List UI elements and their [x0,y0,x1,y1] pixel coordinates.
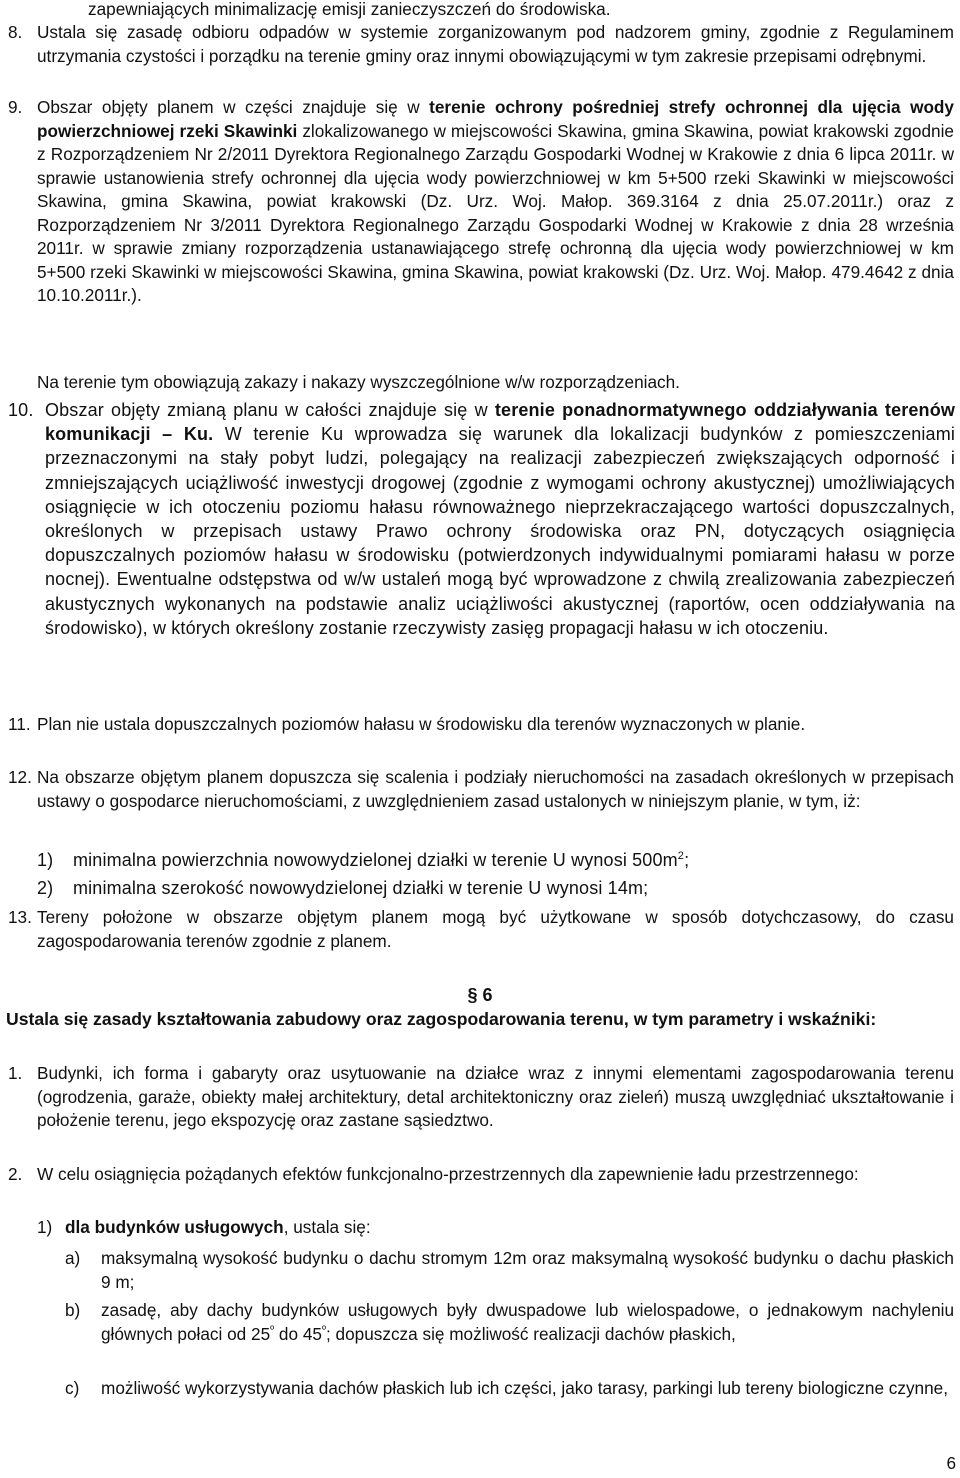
s6-item-2-a-number: a) [65,1248,81,1268]
s6-item-2-c-text: możliwość wykorzystywania dachów płaskich lub ich części, jako tarasy, parkingi lub tereny biologiczne czynne, [101,1378,949,1398]
section-mark: § 6 [467,985,493,1005]
s6-item-2-b-sup1: º [270,1323,275,1336]
item-9-text [37,96,954,308]
item-12-sub2-number: 2) [37,878,54,898]
s6-item-2-b-sup2: º [321,1323,326,1336]
item-12-sub1-main: minimalna powierzchnia nowowydzielonej działki w terenie U wynosi 500m [73,850,678,870]
item-12-sub1-text [73,848,953,872]
s6-item-2-b-text [101,1299,954,1346]
s6-item-2-text: W celu osiągnięcia pożądanych efektów funkcjonalno-przestrzennych dla zapewnienie ładu przestrzennego: [37,1164,859,1184]
s6-item-1-number: 1. [8,1063,23,1083]
item-9-note: Na terenie tym obowiązują zakazy i nakazy wyszczególnione w/w rozporządzeniach. [37,372,680,392]
item-9-bold: terenie ochrony pośredniej strefy ochronnej dla ujęcia wody powierzchniowej rzeki Skawinki [37,97,954,141]
item-11-number: 11. [8,714,31,734]
item-12-sub1-number: 1) [37,850,54,870]
item-10-text [45,398,955,640]
s6-item-2-b-post: ; dopuszcza się możliwość realizacji dachów płaskich, [325,1323,736,1344]
s6-item-2-b-number: b) [65,1300,81,1320]
item-13-text: Tereny położone w obszarze objętym planem mogą być użytkowane w sposób dotychczasowy, do czasu zagospodarowania terenów zgodnie z planem. [37,907,954,951]
s6-item-1-text: Budynki, ich forma i gabaryty oraz usytuowanie na działce wraz z innymi elementami zagospodarowania terenu (ogrodzenia, garaże, obiekty małej architektury, detal architektoniczny oraz zieleń) muszą uwzględniać ukształtowanie i położenie terenu, jego ekspozycję oraz zastane sąsiedztwo. [37,1063,954,1130]
s6-item-2-b-mid: do 45 [274,1323,322,1344]
s6-item-2-a-text: maksymalną wysokość budynku o dachu stromym 12m oraz maksymalną wysokość budynku o dachu płaskich 9 m; [101,1248,954,1292]
s6-item-2-sub1-number: 1) [37,1217,53,1237]
item-10-pre: Obszar objęty zmianą planu w całości znajduje się w [45,400,495,420]
section-heading: Ustala się zasady kształtowania zabudowy oraz zagospodarowania terenu, w tym parametry i wskaźniki: [6,1009,877,1029]
item-10-bold: terenie ponadnormatywnego oddziaływania terenów komunikacji – Ku. [45,400,955,445]
page-number: 6 [946,1453,956,1473]
s6-item-2-sub1-rest: , ustala się: [283,1217,371,1237]
s6-item-2-sub1-text [65,1216,945,1240]
item-8-text: Ustala się zasadę odbioru odpadów w systemie zorganizowanym pod nadzorem gminy, zgodnie z Regulaminem utrzymania czystości i porządku na terenie gminy oraz innymi obowiązującymi w tym zakresie przepisami odrębnymi. [37,22,954,66]
item-13-number: 13. [8,907,32,927]
item-9-post: zlokalizowanego w miejscowości Skawina, gmina Skawina, powiat krakowski zgodnie z Rozporządzeniem Nr 2/2011 Dyrektora Regionalnego Zarządu Gospodarki Wodnej w Krakowie z dnia 6 lipca 2011r. w sprawie ustanowienia strefy ochronnej dla ujęcia wody powierzchniowej w km 5+500 rzeki Skawinki w miejscowości Skawina, gmina Skawina, powiat krakowski (Dz. Urz. Woj. Małop. 369.3164 z dnia 25.07.2011r.) oraz z Rozporządzeniem Nr 3/2011 Dyrektora Regionalnego Zarządu Gospodarki Wodnej w Krakowie z dnia 28 września 2011r. w sprawie zmiany rozporządzenia ustanawiającego strefę ochronną dla ujęcia wody powierzchniowej w km 5+500 rzeki Skawinki w miejscowości Skawina, gmina Skawina, powiat krakowski (Dz. Urz. Woj. Małop. 479.4642 z dnia 10.10.2011r.). [37,120,954,305]
item-12-sub1-sup: 2 [677,850,685,862]
s6-item-2-b-pre: zasadę, aby dachy budynków usługowych były dwuspadowe lub wielospadowe, o jednakowym nachyleniu głównych połaci od 25 [101,1300,954,1344]
item-12-sub1-end: ; [684,850,690,870]
item-12-text: Na obszarze objętym planem dopuszcza się scalenia i podziały nieruchomości na zasadach określonych w przepisach ustawy o gospodarce nieruchomościami, z uwzględnieniem zasad ustalonych w niniejszym planie, w tym, iż: [37,767,954,811]
item-10-post: W terenie Ku wprowadza się warunek dla lokalizacji budynków z pomieszczeniami przeznaczonymi na stały pobyt ludzi, polegający na realizacji zabezpieczeń zwiększających odporność i zmniejszających uciążliwość inwestycji drogowej (zgodnie z wymogami ochrony akustycznej) umożliwiających osiągnięcie w ich otoczeniu poziomu hałasu równoważnego nieprzekraczającego wartości dopuszczalnych, określonych w przepisach ustawy Prawo ochrony środowiska oraz PN, dotyczących osiągnięcia dopuszczalnych poziomów hałasu w środowisku (potwierdzonych indywidualnymi pomiarami hałasu w porze nocnej). Ewentualne odstępstwa od w/w ustaleń mogą być wprowadzone z chwilą zrealizowania zabezpieczeń akustycznych wykonanych na podstawie analiz uciążliwości akustycznej (raportów, ocen oddziaływania na środowisko), w których określony zostanie rzeczywisty zasięg propagacji hałasu w ich otoczeniu. [45,424,955,638]
s6-item-2-number: 2. [8,1164,23,1184]
item-8-number: 8. [8,22,23,42]
continuation-line: zapewniających minimalizację emisji zanieczyszczeń do środowiska. [88,0,611,19]
item-12-number: 12. [8,767,32,787]
item-9-number: 9. [8,97,23,117]
s6-item-2-sub1-bold: dla budynków usługowych [65,1217,284,1237]
item-11-text: Plan nie ustala dopuszczalnych poziomów hałasu w środowisku dla terenów wyznaczonych w planie. [37,714,806,734]
item-9-pre: Obszar objęty planem w części znajduje się w [37,97,430,117]
item-12-sub2-text: minimalna szerokość nowowydzielonej działki w terenie U wynosi 14m; [73,878,649,898]
s6-item-2-c-number: c) [65,1378,80,1398]
item-10-number: 10. [8,400,34,420]
